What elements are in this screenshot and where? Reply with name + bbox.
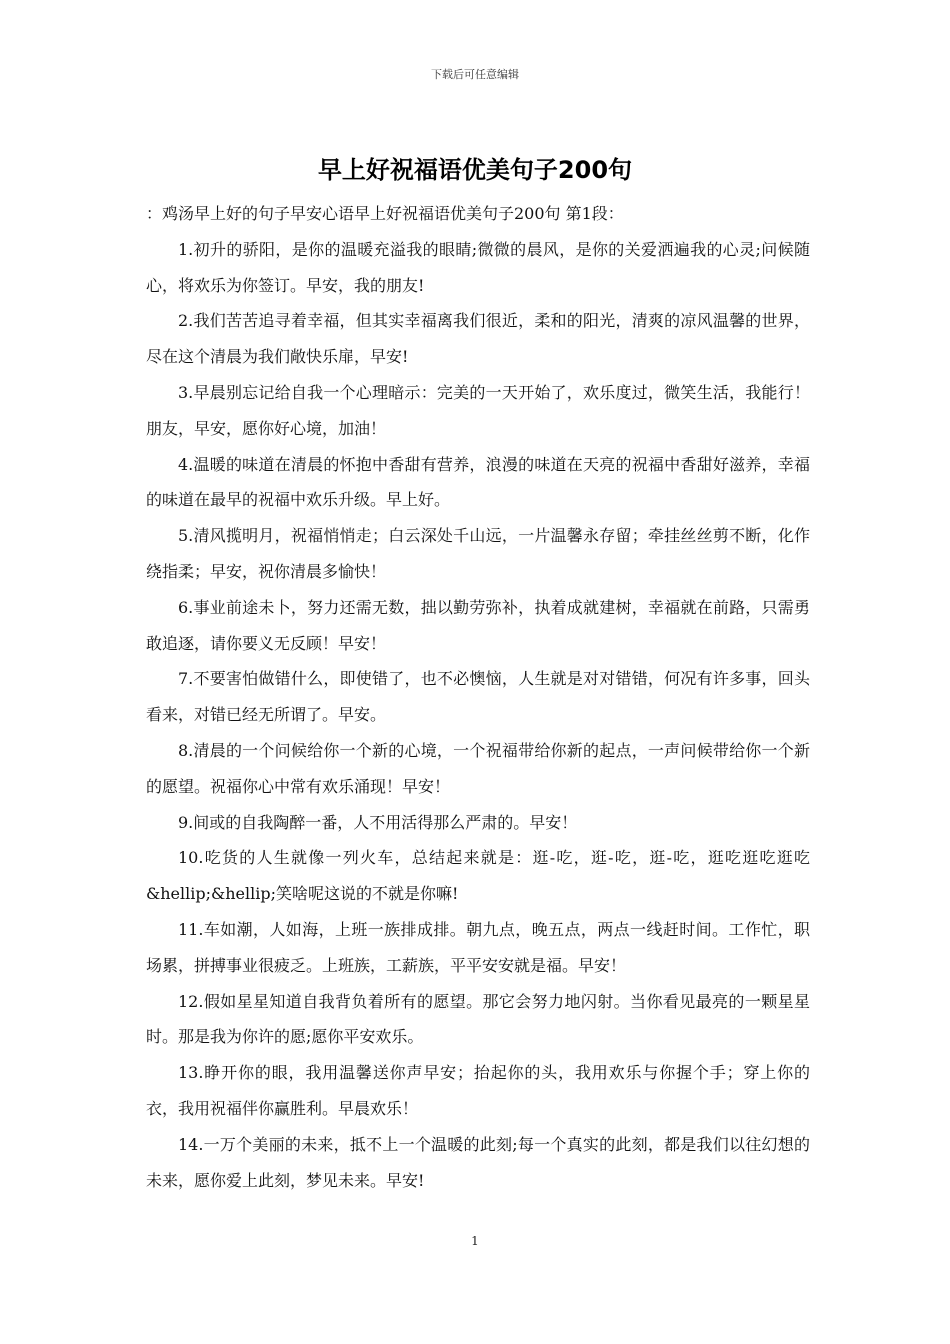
paragraph-13: 13.睁开你的眼，我用温馨送你声早安；抬起你的头，我用欢乐与你握个手；穿上你的衣，我用祝福伴你赢胜利。早晨欢乐！ (146, 1063, 810, 1118)
document-body (146, 196, 810, 1198)
paragraph-10: 10.吃货的人生就像一列火车，总结起来就是：逛-吃，逛-吃，逛-吃，逛吃逛吃逛吃&hellip;&hellip;笑啥呢这说的不就是你嘛! (146, 848, 810, 904)
paragraph-9: 9.间或的自我陶醉一番，人不用活得那么严肃的。早安！ (178, 812, 578, 832)
document-title: 早上好祝福语优美句子200句 (317, 156, 633, 184)
paragraph-12: 12.假如星星知道自我背负着所有的愿望。那它会努力地闪射。当你看见最亮的一颗星星时。那是我为你许的愿;愿你平安欢乐。 (146, 991, 810, 1047)
page-number: 1 (471, 1234, 479, 1248)
paragraph-7: 7.不要害怕做错什么，即使错了，也不必懊恼，人生就是对对错错，何况有许多事，回头看来，对错已经无所谓了。早安。 (146, 669, 810, 725)
paragraph-5: 5.清风揽明月，祝福悄悄走；白云深处千山远，一片温馨永存留；牵挂丝丝剪不断，化作绕指柔；早安，祝你清晨多愉快！ (146, 526, 810, 581)
paragraph-14: 14.一万个美丽的未来，抵不上一个温暖的此刻;每一个真实的此刻，都是我们以往幻想的未来，愿你爱上此刻，梦见未来。早安! (146, 1134, 810, 1190)
paragraph-6: 6.事业前途未卜，努力还需无数，拙以勤劳弥补，执着成就建树，幸福就在前路，只需勇敢追逐，请你要义无反顾！早安！ (146, 597, 810, 653)
paragraph-4: 4.温暖的味道在清晨的怀抱中香甜有营养，浪漫的味道在天亮的祝福中香甜好滋养，幸福的味道在最早的祝福中欢乐升级。早上好。 (146, 454, 810, 510)
paragraph-11: 11.车如潮，人如海，上班一族排成排。朝九点，晚五点，两点一线赶时间。工作忙，职场累，拼搏事业很疲乏。上班族，工薪族，平平安安就是福。早安！ (146, 919, 810, 975)
paragraph-8: 8.清晨的一个问候给你一个新的心境，一个祝福带给你新的起点，一声问候带给你一个新的愿望。祝福你心中常有欢乐涌现！早安！ (146, 740, 810, 796)
paragraph-3: 3.早晨别忘记给自我一个心理暗示：完美的一天开始了，欢乐度过，微笑生活，我能行！朋友，早安，愿你好心境，加油！ (146, 382, 810, 438)
page-header-note: 下载后可任意编辑 (431, 68, 519, 81)
intro-line: ：鸡汤早上好的句子早安心语早上好祝福语优美句子200句 第1段： (146, 204, 624, 223)
paragraph-1: 1.初升的骄阳，是你的温暖充溢我的眼睛;微微的晨风，是你的关爱洒遍我的心灵;问候随心，将欢乐为你签订。早安，我的朋友! (146, 239, 810, 295)
paragraph-2: 2.我们苦苦追寻着幸福，但其实幸福离我们很近，柔和的阳光，清爽的凉风温馨的世界，尽在这个清晨为我们敞快乐扉，早安! (146, 311, 810, 367)
